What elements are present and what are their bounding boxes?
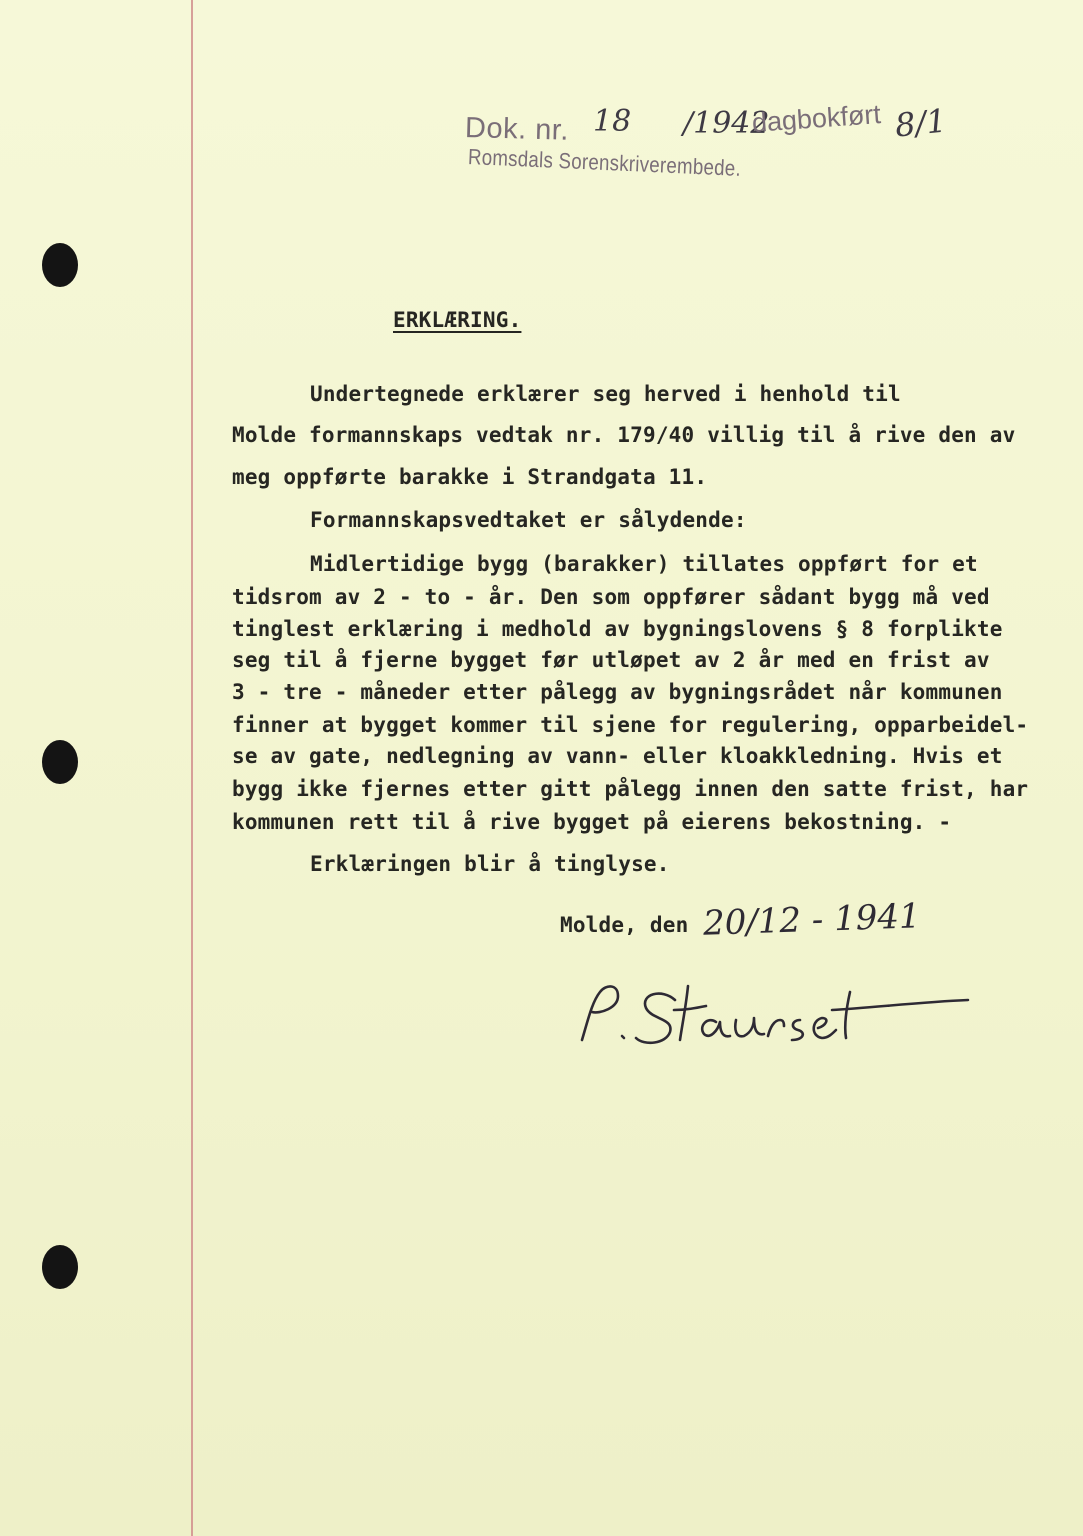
handwritten-date: 20/12 - 1941 [702, 896, 922, 944]
paragraph3-line: se av gate, nedlegning av vann- eller kloakkledning. Hvis et [232, 744, 1003, 768]
paragraph3-line: tinglest erklæring i medhold av bygningslovens § 8 forplikte [232, 617, 1003, 641]
paragraph3-line: Midlertidige bygg (barakker) tillates oppført for et [310, 552, 978, 576]
document-heading: ERKLÆRING. [393, 308, 522, 332]
punch-hole-bottom [42, 1245, 78, 1289]
stamp-doc-label: Dok. nr. [464, 112, 570, 147]
signature [570, 970, 980, 1060]
paragraph3-line: 3 - tre - måneder etter pålegg av bygningsrådet når kommunen [232, 680, 1003, 704]
punch-hole-middle [42, 740, 78, 784]
paragraph1-line: Molde formannskaps vedtak nr. 179/40 villig til å rive den av [232, 423, 1016, 447]
paragraph3-line: finner at bygget kommer til sjene for regulering, opparbeidel- [232, 713, 1029, 737]
paragraph3-line: seg til å fjerne bygget før utløpet av 2 år med en frist av [232, 648, 990, 672]
margin-line [191, 0, 193, 1536]
stamp-journal-label: dagbokført [750, 99, 882, 138]
paragraph1-line: meg oppførte barakke i Strandgata 11. [232, 465, 708, 489]
place-label: Molde, den [560, 913, 689, 937]
paragraph3-line: bygg ikke fjernes etter gitt pålegg innen den satte frist, har [232, 777, 1029, 801]
stamp-year: /1942 [683, 106, 770, 141]
stamp-doc-number: 18 [593, 104, 632, 139]
paragraph3-line: tidsrom av 2 - to - år. Den som oppfører sådant bygg må ved [232, 585, 990, 609]
stamp-office: Romsdals Sorenskriverembede. [467, 144, 742, 181]
punch-hole-top [42, 243, 78, 287]
paragraph1-line: Undertegnede erklærer seg herved i henhold til [310, 382, 901, 406]
paragraph4: Erklæringen blir å tinglyse. [310, 852, 670, 876]
paragraph2: Formannskapsvedtaket er sålydende: [310, 508, 747, 532]
stamp-journal-date: 8/1 [893, 101, 949, 145]
paragraph3-line: kommunen rett til å rive bygget på eierens bekostning. - [232, 810, 952, 834]
